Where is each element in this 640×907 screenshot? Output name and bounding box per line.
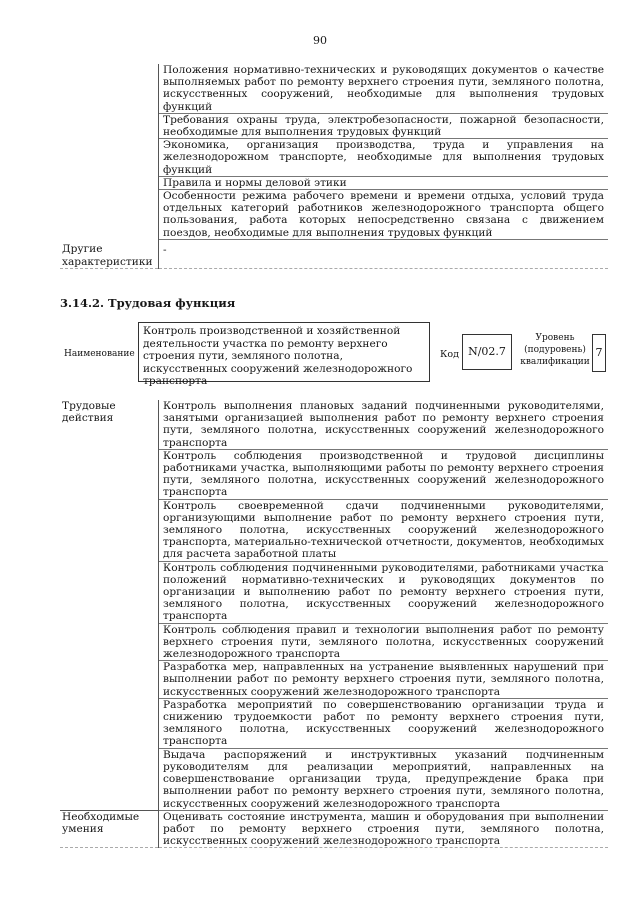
- table-row: [60, 190, 608, 240]
- row-text: Экономика, организация производства, труда и управления на железнодорожном транспорте, необходимые для выполнения трудовых функций: [159, 139, 609, 177]
- row-label: [60, 176, 159, 189]
- row-text: Положения нормативно-технических и руководящих документов о качестве выполняемых работ по ремонту верхнего строения пути, земляного полотна, искусственных сооружений, необходимые для выполнения трудовых функций: [159, 64, 609, 113]
- row-label: [60, 190, 159, 240]
- row-label: Трудовые действия: [60, 400, 159, 449]
- row-text: Контроль соблюдения производственной и трудовой дисциплины работниками участка, выполняющими работы по ремонту верхнего строения пути, земляного полотна, искусственных сооружений железнодорожного транспорта: [159, 449, 609, 499]
- row-text: Разработка мероприятий по совершенствованию организации труда и снижению трудоемкости работ по ремонту верхнего строения пути, земляного полотна, искусственных сооружений железнодорожного транспорта: [159, 698, 609, 748]
- code-value: N/02.7: [462, 334, 512, 370]
- row-label: Необходимые умения: [60, 810, 159, 848]
- section-title: 3.14.2. Трудовая функция: [60, 296, 236, 310]
- row-text: Контроль соблюдения правил и технологии выполнения работ по ремонту верхнего строения пути, земляного полотна, искусственных сооружений железнодорожного транспорта: [159, 623, 609, 661]
- knowledge-table: [60, 64, 608, 269]
- row-label: [60, 698, 159, 748]
- row-text: Разработка мер, направленных на устранение выявленных нарушений при выполнении работ по ремонту верхнего строения пути, земляного полотна, искусственных сооружений железнодорожного транспорта: [159, 661, 609, 699]
- page-number: 90: [313, 34, 327, 47]
- table-row: [60, 449, 608, 499]
- table-row: [60, 623, 608, 661]
- name-label: Наименование: [64, 349, 135, 359]
- row-text: Контроль соблюдения подчиненными руководителями, работниками участка положений нормативно-технических и руководящих документов по организации и выполнению работ по ремонту верхнего строения пути, земляного полотна, искусственных сооружений железнодорожного транспорта: [159, 561, 609, 623]
- table-row: [60, 139, 608, 177]
- table-row: [60, 748, 608, 810]
- actions-table: [60, 400, 608, 848]
- row-label: [60, 139, 159, 177]
- row-text: -: [159, 239, 609, 268]
- table-row: [60, 698, 608, 748]
- table-row: [60, 661, 608, 699]
- row-text: Выдача распоряжений и инструктивных указаний подчиненным руководителям для реализации мероприятий, направленных на совершенствование организации труда, предупреждение брака при выполнении работ по ремонту верхнего строения пути, земляного полотна, искусственных сооружений железнодорожного транспорта: [159, 748, 609, 810]
- row-text: Контроль выполнения плановых заданий подчиненными руководителями, занятыми организацией выполнения работ по ремонту верхнего строения пути, земляного полотна, искусственных сооружений железнодорожного транспорта: [159, 400, 609, 449]
- code-label: Код: [440, 349, 459, 360]
- row-text: Требования охраны труда, электробезопасности, пожарной безопасности, необходимые для выполнения трудовых функций: [159, 113, 609, 138]
- row-label: [60, 748, 159, 810]
- row-label: [60, 449, 159, 499]
- table-row: [60, 113, 608, 138]
- function-header: [60, 322, 608, 387]
- row-text: Особенности режима рабочего времени и времени отдыха, условий труда отдельных категорий работников железнодорожного транспорта общего пользования, работа которых непосредственно связана с движением поездов, необходимые для выполнения трудовых функций: [159, 190, 609, 240]
- table-row: [60, 810, 608, 848]
- level-label: Уровень (подуровень) квалификации: [520, 333, 590, 367]
- level-value: 7: [592, 334, 606, 372]
- row-label: [60, 64, 159, 113]
- row-text: Контроль своевременной сдачи подчиненными руководителями, организующими выполнение работ по ремонту верхнего строения пути, земляного полотна, искусственных сооружений железнодорожного транспорта, материально-технической отчетности, документов, необходимых для расчета заработной платы: [159, 499, 609, 561]
- row-text: Оценивать состояние инструмента, машин и оборудования при выполнении работ по ремонту верхнего строения пути, земляного полотна, искусственных сооружений железнодорожного транспорта: [159, 810, 609, 848]
- row-label: [60, 561, 159, 623]
- name-value: Контроль производственной и хозяйственной деятельности участка по ремонту верхнего строения пути, земляного полотна, искусственных сооружений железнодорожного транспорта: [138, 322, 430, 382]
- row-label: [60, 499, 159, 561]
- row-label: [60, 661, 159, 699]
- table-row: [60, 499, 608, 561]
- row-label: Другие характеристики: [60, 239, 159, 268]
- row-text: Правила и нормы деловой этики: [159, 176, 609, 189]
- table-row: [60, 561, 608, 623]
- table-row: [60, 239, 608, 268]
- table-row: [60, 176, 608, 189]
- table-row: [60, 64, 608, 113]
- table-row: [60, 400, 608, 449]
- row-label: [60, 113, 159, 138]
- row-label: [60, 623, 159, 661]
